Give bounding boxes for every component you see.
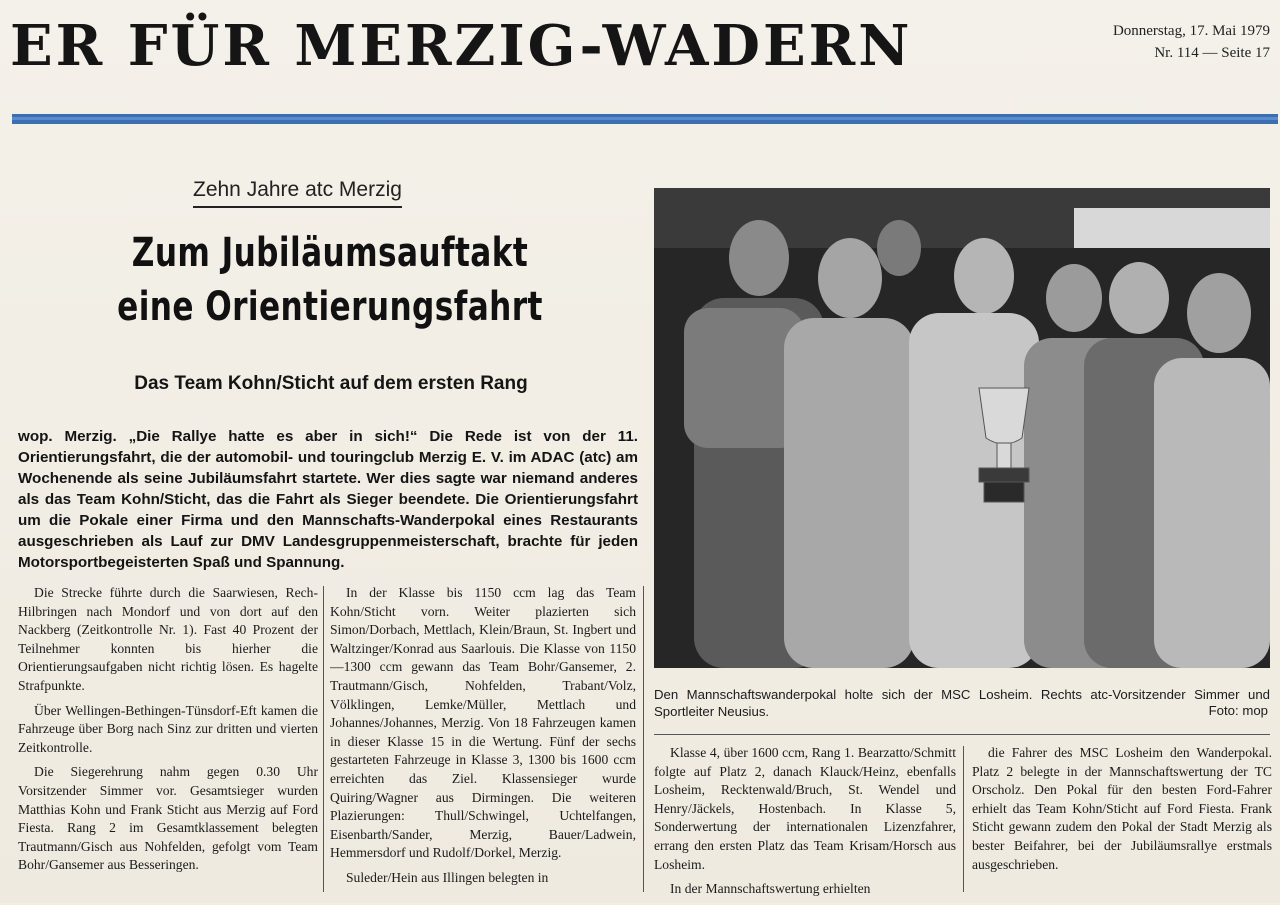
article-column-2	[330, 584, 636, 894]
headline-line-1: Zum Jubiläumsauftakt	[131, 230, 529, 276]
article-column-4	[972, 744, 1272, 880]
article-subhead: Das Team Kohn/Sticht auf dem ersten Rang	[134, 373, 528, 394]
headline-line-2: eine Orientierungsfahrt	[117, 284, 543, 330]
paragraph: In der Klasse bis 1150 ccm lag das Team Kohn/Sticht vorn. Weiter plazierten sich Simon/Dorbach, Mettlach, Klein/Braun, St. Ingbert und Waltzinger/Konrad aus Saarlouis. Die Klasse von 1150—1300 ccm gewann das Team Bohr/Gansemer, 2. Trautmann/Gisch, Nohfelden, Trabant/Volz, Völklingen, Lemke/Müller, Mettlach und Johannes/Johannes, Merzig. Von 18 Fahrzeugen kamen in dieser Klasse 15 in die Wertung. Fünf der sechs gestarteten Fahrzeuge in Klasse 3, 1300 bis 1600 ccm erreichten das Ziel. Klassensieger wurde Quiring/Wagner aus Dirmingen. Die weiteren Plazierungen: Thull/Schwingel, Uchtelfangen, Eisenbarth/Sander, Merzig, Bauer/Ladwein, Hemmersdorf und Rudolf/Dorkel, Merzig.	[330, 585, 636, 861]
caption-rule	[654, 734, 1270, 735]
photo-illustration	[654, 188, 1270, 668]
issue-page: Nr. 114 — Seite 17	[1154, 45, 1270, 61]
masthead-rule	[12, 114, 1278, 124]
paragraph: Suleder/Hein aus Illingen belegten in	[346, 869, 549, 885]
paragraph: Die Siegerehrung nahm gegen 0.30 Uhr Vorsitzender Simmer vor. Gesamtsieger wurden Matthias Kohn und Frank Sticht aus Merzig auf Ford Fiesta. Rang 2 im Gesamtklassement belegten Trautmann/Gisch aus Nohfelden, gefolgt vom Team Bohr/Gansemer aus Besseringen.	[18, 764, 318, 873]
column-divider	[963, 746, 964, 892]
team-photo	[654, 188, 1270, 668]
column-divider	[323, 586, 324, 892]
photo-caption: Den Mannschaftswanderpokal holte sich der MSC Losheim. Rechts atc-Vorsitzender Simmer und Sportleiter Neusius.	[654, 687, 1270, 719]
paragraph: In der Mannschaftswertung erhielten	[670, 881, 871, 897]
issue-date: Donnerstag, 17. Mai 1979	[1112, 23, 1270, 39]
photo-credit: Foto: mop	[1208, 703, 1268, 718]
paragraph: Die Strecke führte durch die Saarwiesen, Rech-Hilbringen nach Mondorf und von dort auf den Nackberg (Zeitkontrolle Nr. 1). Fast 40 Prozent der Teilnehmer konnten bis hierher die Orientierungsaufgaben nicht richtig lösen. Es hagelte Strafpunkte.	[18, 585, 318, 693]
article-lead: wop. Merzig. „Die Rallye hatte es aber in sich!“ Die Rede ist von der 11. Orientierungsfahrt, die der automobil- und touringclub Merzig E. V. im ADAC (atc) am Wochenende als seine Jubiläumsfahrt startete. Wer dies sagte war niemand anderes als das Team Kohn/Sticht, das die Fahrt als Sieger beendete. Die Orientierungsfahrt um die Pokale einer Firma und den Mannschafts-Wanderpokal eines Restaurants ausgeschrieben als Lauf zur DMV Landesgruppenmeisterschaft, brachte für jeden Motorsportbegeisterten Spaß und Spannung.	[18, 428, 638, 571]
article-headline	[104, 226, 556, 334]
masthead-title: ER FÜR MERZIG-WADERN	[10, 13, 913, 79]
article-column-1	[18, 584, 318, 881]
paragraph: Über Wellingen-Bethingen-Tünsdorf-Eft kamen die Fahrzeuge über Borg nach Sinz zur dritten und vierten Zeitkontrolle.	[18, 702, 318, 755]
article-kicker: Zehn Jahre atc Merzig	[193, 178, 402, 208]
paragraph: Klasse 4, über 1600 ccm, Rang 1. Bearzatto/Schmitt folgte auf Platz 2, danach Klauck/Heinz, ebenfalls Losheim, Recktenwald/Bruch, St. Wendel und Henry/Jäckels, Hostenbach. In Klasse 5, Sonderwertung der internationalen Lizenzfahrer, errang den ersten Platz das Team Krisam/Horsch aus Losheim.	[654, 745, 956, 872]
column-divider	[643, 586, 644, 892]
paragraph: die Fahrer des MSC Losheim den Wanderpokal. Platz 2 belegte in der Mannschaftswertung der TC Orscholz. Den Pokal für den besten Ford-Fahrer erhielt das Team Kohn/Sticht auf Ford Fiesta. Frank Sticht gewann zudem den Pokal der Stadt Merzig als bester Beifahrer, bei der Jubiläumsrallye erstmals ausgeschrieben.	[972, 745, 1272, 872]
article-column-3	[654, 744, 956, 905]
dateline	[1113, 20, 1270, 64]
